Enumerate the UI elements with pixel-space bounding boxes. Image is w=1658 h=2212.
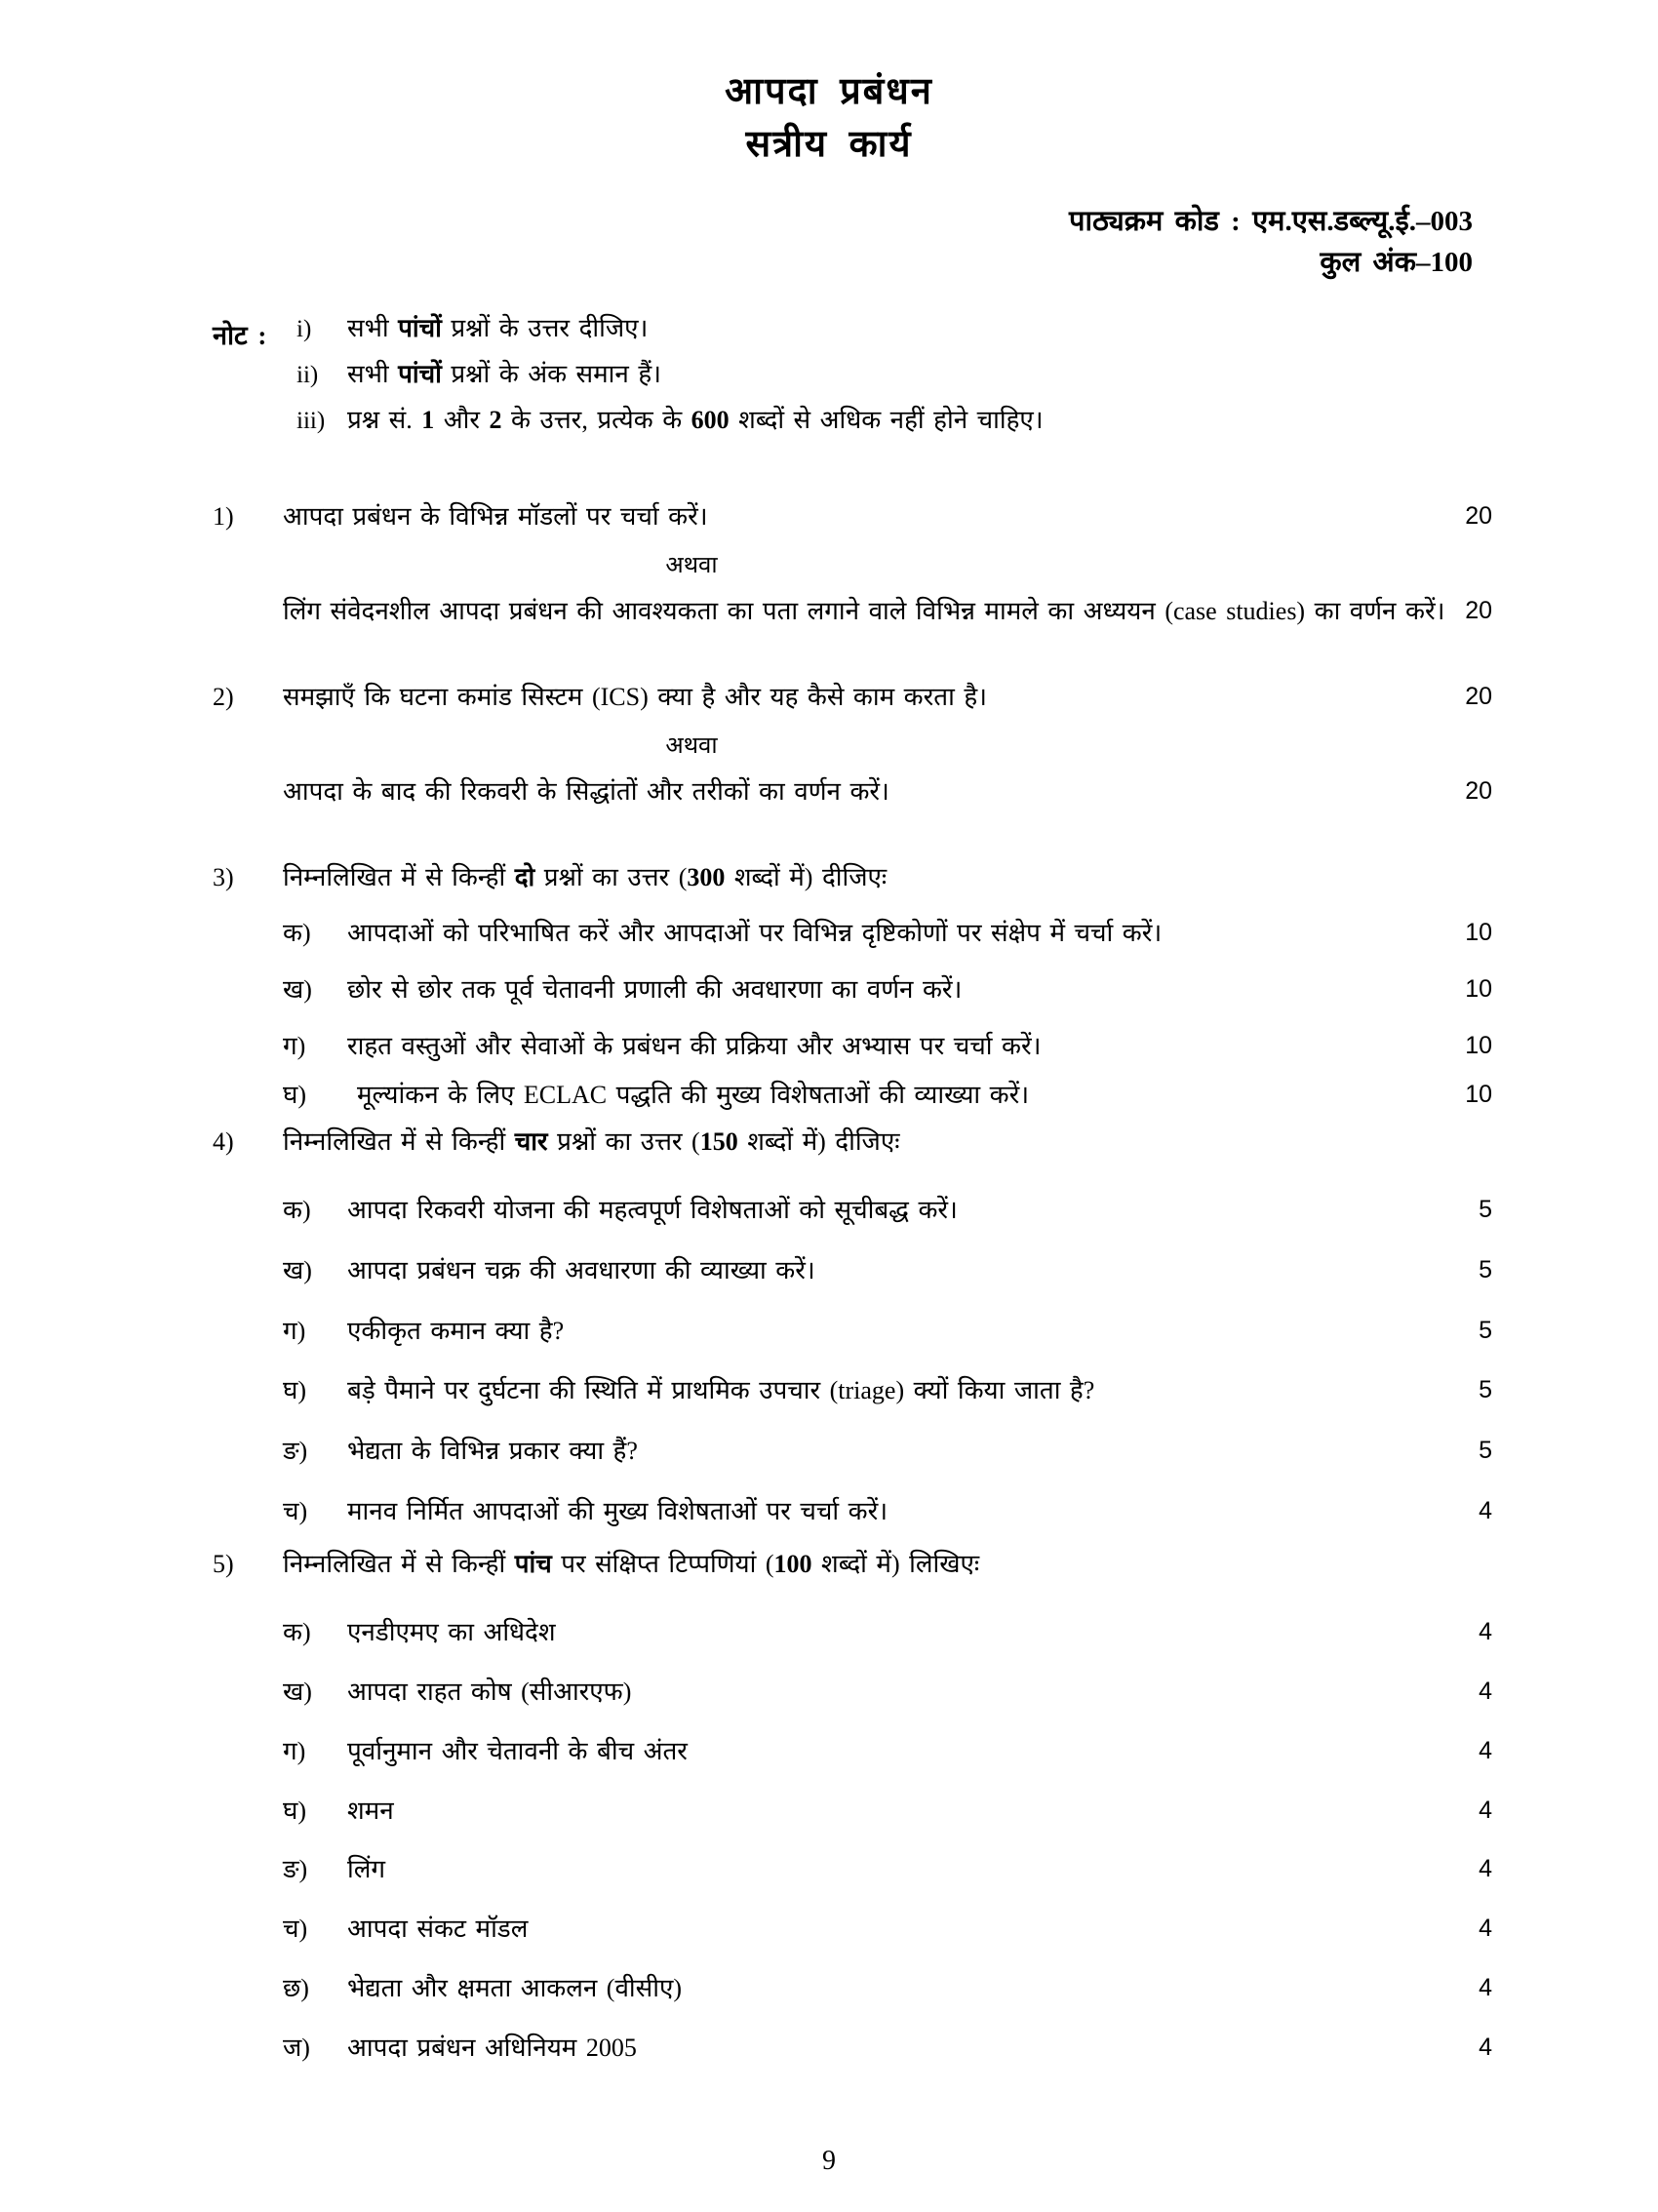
question-1 xyxy=(213,499,1492,534)
note-list xyxy=(296,316,1658,433)
question-marks: 20 xyxy=(1465,502,1492,530)
note-item-text xyxy=(347,362,1658,387)
note-label: नोट : xyxy=(213,321,267,350)
note-text-before: प्रश्न सं. xyxy=(347,406,422,434)
question-5-sub-c xyxy=(213,1734,1492,1769)
note-item-text xyxy=(347,408,1658,433)
sub-text: पूर्वानुमान और चेतावनी के बीच अंतर xyxy=(347,1736,688,1765)
sub-marks: 4 xyxy=(1479,1855,1492,1883)
sub-text: आपदा राहत कोष (सीआरएफ) xyxy=(347,1677,632,1706)
sub-label: ग) xyxy=(283,1032,306,1061)
note-text-before: सभी xyxy=(347,360,399,388)
sub-label: ख) xyxy=(283,1677,312,1706)
alternative-text: आपदा के बाद की रिकवरी के सिद्धांतों और तरीकों का वर्णन करें। xyxy=(283,776,889,806)
sub-text: छोर से छोर तक पूर्व चेतावनी प्रणाली की अवधारणा का वर्णन करें। xyxy=(347,975,963,1005)
question-5 xyxy=(213,1547,1492,1582)
sub-marks: 4 xyxy=(1479,1497,1492,1525)
sub-text: बड़े पैमाने पर दुर्घटना की स्थिति में प्राथमिक उपचार (triage) क्यों किया जाता है? xyxy=(347,1376,1095,1405)
note-text-after: प्रश्नों के उत्तर दीजिए। xyxy=(441,314,649,342)
sub-marks: 5 xyxy=(1479,1195,1492,1223)
sub-marks: 4 xyxy=(1479,1915,1492,1943)
question-3-sub-d xyxy=(213,1078,1492,1113)
question-1-alternative xyxy=(213,594,1492,629)
sub-text: मानव निर्मित आपदाओं की मुख्य विशेषताओं पर चर्चा करें। xyxy=(347,1497,888,1526)
sub-marks: 10 xyxy=(1465,975,1492,1004)
stem-mid: प्रश्नों का उत्तर ( xyxy=(534,862,688,891)
sub-label: ख) xyxy=(283,975,312,1005)
question-marks: 20 xyxy=(1465,682,1492,710)
note-text-after: प्रश्नों के अंक समान हैं। xyxy=(441,360,662,388)
question-5-sub-h xyxy=(213,2031,1492,2066)
questions-area xyxy=(0,466,1658,2066)
sub-marks: 10 xyxy=(1465,1081,1492,1108)
stem-mid: प्रश्नों का उत्तर ( xyxy=(547,1126,700,1156)
question-4-sub-b xyxy=(213,1253,1492,1288)
stem-bold: दो xyxy=(514,862,535,891)
note-text-bold: 1 xyxy=(421,406,435,434)
sub-label: ज) xyxy=(283,2034,310,2062)
sub-marks: 4 xyxy=(1479,1736,1492,1764)
course-code: पाठ्यक्रम कोड : एम.एस.डब्ल्यू.ई.–003 xyxy=(1069,205,1473,237)
note-item xyxy=(296,408,1658,433)
stem-mid: पर संक्षिप्त टिप्पणियां ( xyxy=(551,1550,774,1578)
sub-marks: 5 xyxy=(1479,1437,1492,1465)
question-stem xyxy=(283,1125,1404,1160)
sub-text: शमन xyxy=(347,1796,394,1825)
stem-after: शब्दों में) दीजिएः xyxy=(737,1126,900,1156)
note-text-mid-2: के उत्तर, प्रत्येक के xyxy=(501,406,691,434)
sub-label: च) xyxy=(283,1915,308,1944)
alternative-label: अथवा xyxy=(665,732,718,759)
sub-text: आपदा प्रबंधन अधिनियम 2005 xyxy=(347,2034,637,2062)
sub-marks: 10 xyxy=(1465,919,1492,947)
stem-bold: पांच xyxy=(514,1550,552,1578)
note-item-number: ii) xyxy=(296,362,319,388)
title-line-1: आपदा प्रबंधन xyxy=(725,71,933,112)
stem-bold-2: 100 xyxy=(773,1550,812,1578)
title-line-2: सत्रीय कार्य xyxy=(745,123,913,165)
question-4-sub-f xyxy=(213,1494,1492,1529)
note-item xyxy=(296,316,1658,341)
page-number: 9 xyxy=(822,2146,836,2176)
sub-marks: 4 xyxy=(1479,1796,1492,1824)
sub-text: भेद्यता और क्षमता आकलन (वीसीए) xyxy=(347,1974,682,2003)
sub-text: आपदा संकट मॉडल xyxy=(347,1915,529,1944)
sub-label: क) xyxy=(283,1195,311,1224)
sub-marks: 4 xyxy=(1479,1677,1492,1705)
question-3-sub-b xyxy=(213,972,1492,1007)
stem-bold: चार xyxy=(514,1126,548,1156)
stem-after: शब्दों में) दीजिएः xyxy=(725,862,888,891)
total-marks: कुल अंक–100 xyxy=(1320,246,1473,278)
question-2-alternative xyxy=(213,774,1492,810)
question-stem xyxy=(283,1547,1404,1582)
alternative-marks: 20 xyxy=(1465,776,1492,805)
question-number: 1) xyxy=(213,502,234,531)
note-text-bold: पांचों xyxy=(398,360,442,388)
sub-text: भेद्यता के विभिन्न प्रकार क्या हैं? xyxy=(347,1437,638,1466)
sub-text: आपदा प्रबंधन चक्र की अवधारणा की व्याख्या करें। xyxy=(347,1255,815,1284)
note-item-number: iii) xyxy=(296,408,326,434)
note-text-bold-3: 600 xyxy=(691,406,730,434)
sub-text: लिंग xyxy=(347,1855,386,1884)
course-meta xyxy=(0,201,1658,283)
stem-after: शब्दों में) लिखिएः xyxy=(811,1550,980,1578)
question-text: समझाएँ कि घटना कमांड सिस्टम (ICS) क्या है और यह कैसे काम करता है। xyxy=(283,682,987,711)
question-5-sub-b xyxy=(213,1675,1492,1710)
sub-text: एनडीएमए का अधिदेश xyxy=(347,1617,556,1646)
sub-label: ङ) xyxy=(283,1855,308,1884)
question-5-sub-g xyxy=(213,1971,1492,2006)
question-number: 4) xyxy=(213,1126,234,1156)
sub-label: घ) xyxy=(283,1796,307,1825)
question-4 xyxy=(213,1125,1492,1160)
sub-label: ख) xyxy=(283,1255,312,1284)
question-5-sub-a xyxy=(213,1615,1492,1650)
sub-label: ङ) xyxy=(283,1437,308,1466)
alternative-text: लिंग संवेदनशील आपदा प्रबंधन की आवश्यकता का पता लगाने वाले विभिन्न मामले का अध्ययन (case studies) का वर्णन करें। xyxy=(283,596,1445,625)
stem-before: निम्नलिखित में से किन्हीं xyxy=(283,862,515,891)
note-text-after: शब्दों से अधिक नहीं होने चाहिए। xyxy=(729,406,1044,434)
question-5-sub-d xyxy=(213,1794,1492,1829)
note-text-before: सभी xyxy=(347,314,399,342)
sub-marks: 4 xyxy=(1479,2034,1492,2061)
sub-label: क) xyxy=(283,919,311,948)
stem-bold-2: 300 xyxy=(687,862,726,891)
question-stem xyxy=(283,860,1404,895)
question-4-sub-d xyxy=(213,1373,1492,1408)
question-3-sub-c xyxy=(213,1029,1492,1064)
sub-label: ग) xyxy=(283,1316,306,1345)
sub-label: घ) xyxy=(283,1376,307,1405)
sub-marks: 5 xyxy=(1479,1376,1492,1404)
document-page xyxy=(0,66,1658,2212)
sub-text: आपदाओं को परिभाषित करें और आपदाओं पर विभिन्न दृष्टिकोणों पर संक्षेप में चर्चा करें। xyxy=(347,919,1163,948)
note-text-bold-2: 2 xyxy=(489,406,502,434)
sub-label: घ) xyxy=(283,1081,307,1109)
sub-text: एकीकृत कमान क्या है? xyxy=(347,1316,565,1345)
question-2 xyxy=(213,680,1492,715)
sub-marks: 10 xyxy=(1465,1032,1492,1060)
note-text-mid-1: और xyxy=(434,406,490,434)
question-3 xyxy=(213,860,1492,895)
question-4-sub-c xyxy=(213,1314,1492,1349)
alternative-label: अथवा xyxy=(665,552,718,578)
note-item-text xyxy=(347,316,1658,341)
stem-before: निम्नलिखित में से किन्हीं xyxy=(283,1126,515,1156)
note-text-bold: पांचों xyxy=(398,314,442,342)
sub-label: क) xyxy=(283,1617,311,1646)
note-section xyxy=(0,316,1658,433)
question-number: 2) xyxy=(213,682,234,711)
alternative-marks: 20 xyxy=(1465,596,1492,624)
question-3-sub-a xyxy=(213,916,1492,951)
question-4-sub-e xyxy=(213,1434,1492,1469)
question-number: 5) xyxy=(213,1550,234,1578)
stem-before: निम्नलिखित में से किन्हीं xyxy=(283,1550,515,1578)
sub-text: आपदा रिकवरी योजना की महत्वपूर्ण विशेषताओं को सूचीबद्ध करें। xyxy=(347,1195,958,1224)
question-4-sub-a xyxy=(213,1193,1492,1228)
question-number: 3) xyxy=(213,862,234,891)
question-text: आपदा प्रबंधन के विभिन्न मॉडलों पर चर्चा करें। xyxy=(283,502,708,531)
question-5-sub-e xyxy=(213,1852,1492,1887)
sub-label: छ) xyxy=(283,1974,309,2003)
sub-marks: 4 xyxy=(1479,1974,1492,2002)
sub-text: मूल्यांकन के लिए ECLAC पद्धति की मुख्य विशेषताओं की व्याख्या करें। xyxy=(357,1081,1030,1109)
sub-label: च) xyxy=(283,1497,308,1526)
sub-text: राहत वस्तुओं और सेवाओं के प्रबंधन की प्रक्रिया और अभ्यास पर चर्चा करें। xyxy=(347,1032,1042,1061)
question-5-sub-f xyxy=(213,1912,1492,1947)
sub-marks: 5 xyxy=(1479,1255,1492,1284)
stem-bold-2: 150 xyxy=(699,1126,738,1156)
page-title xyxy=(0,66,1658,172)
sub-marks: 4 xyxy=(1479,1617,1492,1645)
sub-label: ग) xyxy=(283,1736,306,1765)
note-item xyxy=(296,362,1658,387)
note-item-number: i) xyxy=(296,316,312,342)
sub-marks: 5 xyxy=(1479,1316,1492,1344)
